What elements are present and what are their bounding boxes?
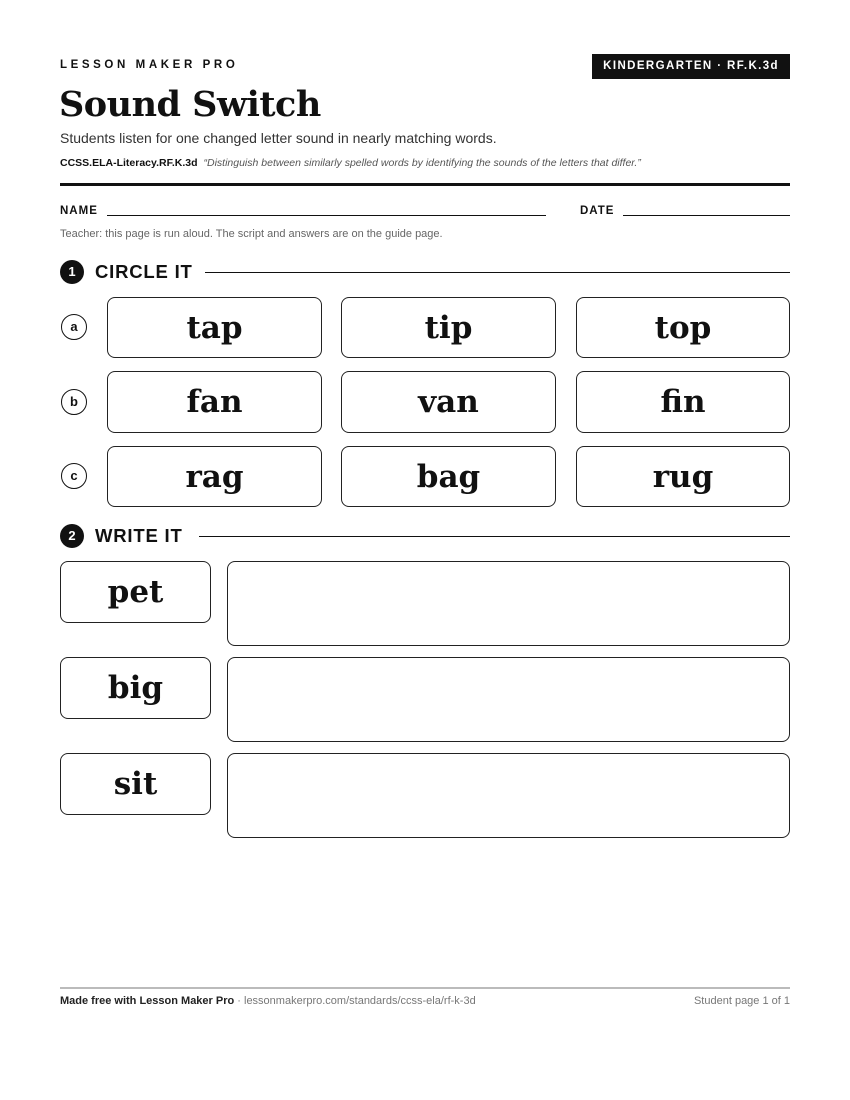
standard-line — [60, 157, 641, 169]
write-answer-box[interactable] — [227, 561, 790, 646]
row-letter-b: b — [61, 389, 87, 415]
word-choice-card[interactable]: rug — [576, 446, 790, 507]
teacher-note: Teacher: this page is run aloud. The script and answers are on the guide page. — [60, 228, 443, 240]
date-label: DATE — [580, 205, 615, 217]
word-choice-card[interactable]: fan — [107, 371, 322, 433]
word-choice-card[interactable]: tip — [341, 297, 556, 358]
brand-name: LESSON MAKER PRO — [60, 59, 239, 71]
footer-credit — [60, 995, 476, 1007]
section-circle-it-header — [60, 260, 790, 284]
prompt-word-card: pet — [60, 561, 211, 623]
row-letter-c: c — [61, 463, 87, 489]
prompt-word-card: big — [60, 657, 211, 719]
name-field[interactable] — [107, 215, 546, 216]
section-write-it-header — [60, 524, 790, 548]
row-letter-a: a — [61, 314, 87, 340]
date-field[interactable] — [623, 215, 790, 216]
grade-standard-badge: KINDERGARTEN · RF.K.3d — [592, 54, 790, 79]
section-title: CIRCLE IT — [95, 261, 193, 282]
prompt-word-card: sit — [60, 753, 211, 815]
section-number-badge: 2 — [60, 524, 84, 548]
footer-divider — [60, 987, 790, 989]
page-subtitle: Students listen for one changed letter sound in nearly matching words. — [60, 130, 497, 146]
word-choice-card[interactable]: van — [341, 371, 556, 433]
word-choice-card[interactable]: fin — [576, 371, 790, 433]
section-divider — [205, 272, 790, 273]
word-choice-card[interactable]: top — [576, 297, 790, 358]
section-number-badge: 1 — [60, 260, 84, 284]
header-divider — [60, 183, 790, 186]
footer-brand: Made free with Lesson Maker Pro — [60, 995, 235, 1007]
standard-code: CCSS.ELA-Literacy.RF.K.3d — [60, 157, 198, 169]
write-answer-box[interactable] — [227, 657, 790, 742]
word-choice-card[interactable]: tap — [107, 297, 322, 358]
name-label: NAME — [60, 205, 98, 217]
word-choice-card[interactable]: bag — [341, 446, 556, 507]
footer-url[interactable]: · lessonmakerpro.com/standards/ccss-ela/rf-k-3d — [234, 995, 476, 1007]
write-answer-box[interactable] — [227, 753, 790, 838]
section-divider — [199, 536, 790, 537]
word-choice-card[interactable]: rag — [107, 446, 322, 507]
page-title: Sound Switch — [59, 84, 321, 125]
page-indicator: Student page 1 of 1 — [693, 995, 790, 1007]
section-title: WRITE IT — [95, 525, 183, 546]
standard-quote: “Distinguish between similarly spelled words by identifying the sounds of the letters that differ.” — [203, 157, 641, 169]
